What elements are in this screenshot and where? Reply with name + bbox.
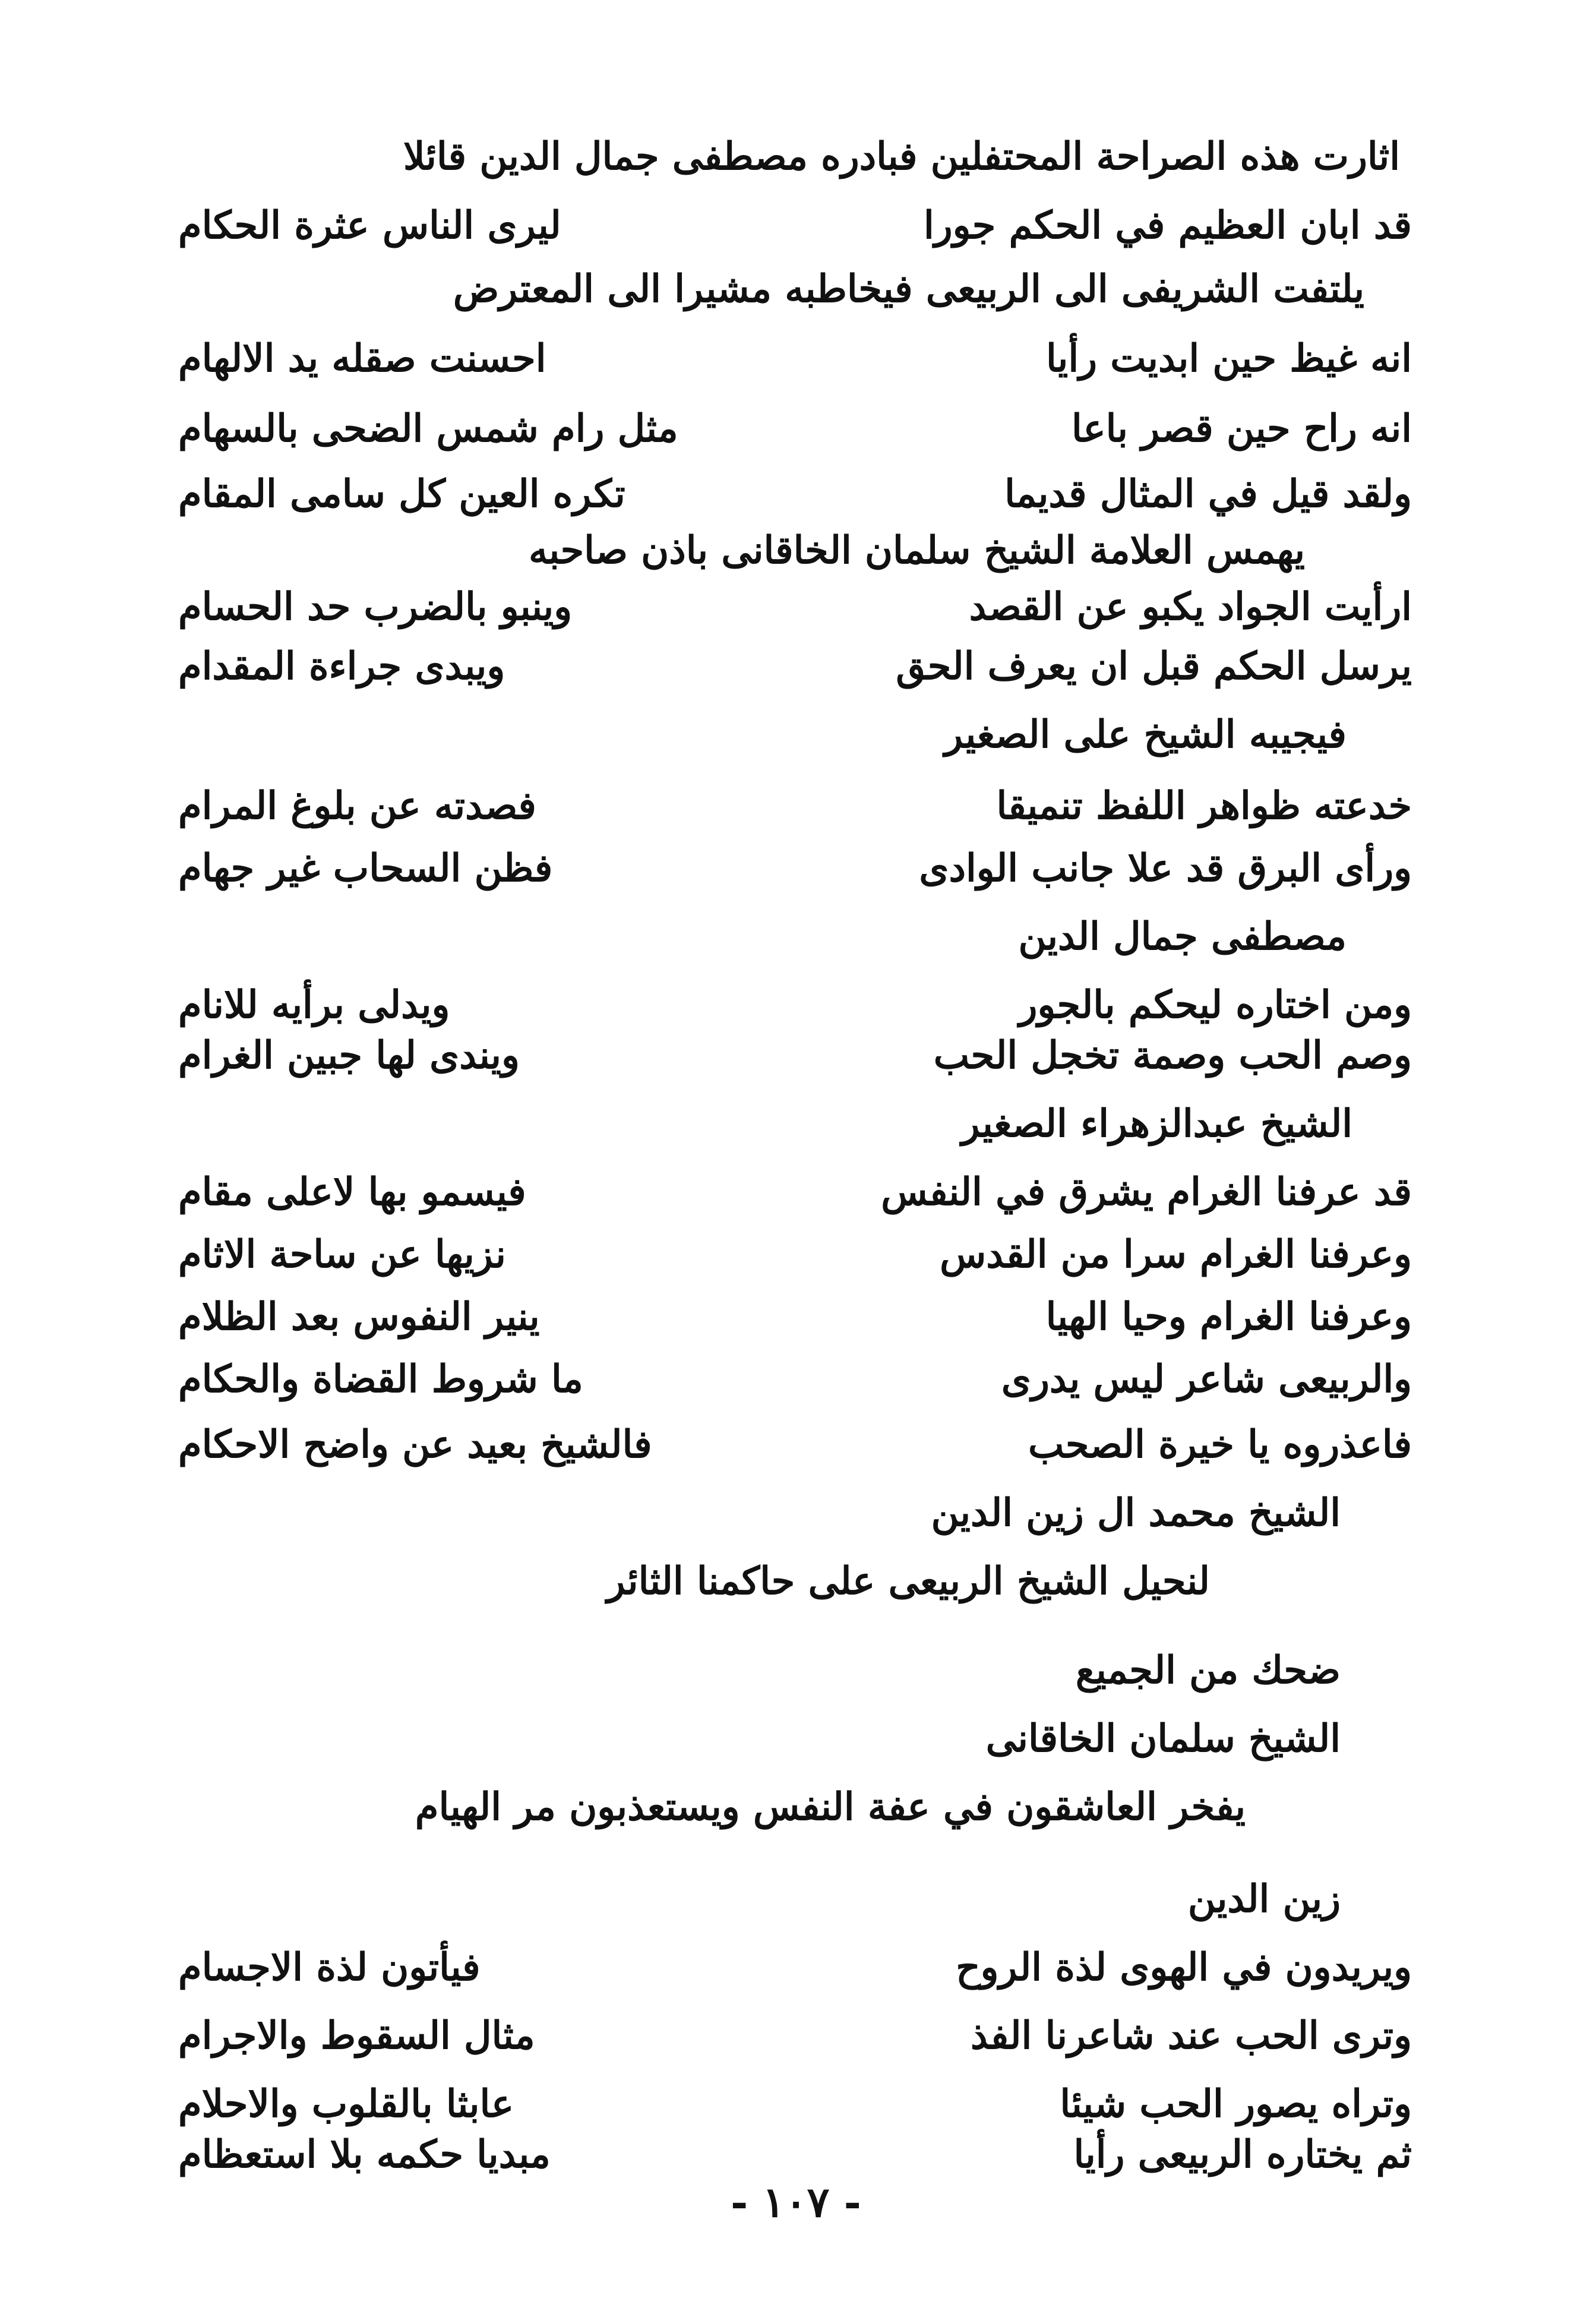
prose-line: لنحيل الشيخ الربيعى على حاكمنا الثائر	[606, 1559, 1210, 1604]
verse-line	[178, 1945, 1412, 1990]
verse-second-hemistich: مثال السقوط والاجرام	[178, 2013, 535, 2058]
verse-line	[178, 1422, 1412, 1467]
verse-first-hemistich: وعرفنا الغرام سرا من القدس	[940, 1232, 1412, 1277]
speaker-name: زين الدين	[1187, 1877, 1341, 1921]
speaker-name: الشيخ محمد ال زين الدين	[931, 1491, 1341, 1535]
verse-second-hemistich: عابثا بالقلوب والاحلام	[178, 2082, 514, 2126]
verse-second-hemistich: فيأتون لذة الاجسام	[178, 1945, 481, 1990]
verse-line	[178, 406, 1412, 451]
verse-first-hemistich: قد ابان العظيم في الحكم جورا	[923, 203, 1412, 248]
verse-second-hemistich: فصدته عن بلوغ المرام	[178, 784, 536, 828]
verse-second-hemistich: ليرى الناس عثرة الحكام	[178, 203, 561, 248]
speaker-name: الشيخ سلمان الخاقانى	[985, 1716, 1341, 1761]
verse-line	[178, 2132, 1412, 2177]
verse-second-hemistich: ويبدى جراءة المقدام	[178, 644, 505, 689]
speaker-name: فيجيبه الشيخ على الصغير	[944, 712, 1347, 757]
verse-first-hemistich: وصم الحب وصمة تخجل الحب	[933, 1033, 1412, 1078]
verse-line	[178, 472, 1412, 516]
verse-first-hemistich: وترى الحب عند شاعرنا الفذ	[971, 2013, 1412, 2058]
speaker-name: مصطفى جمال الدين	[1018, 914, 1347, 959]
verse-first-hemistich: والربيعى شاعر ليس يدرى	[1001, 1357, 1412, 1402]
verse-second-hemistich: مثل رام شمس الضحى بالسهام	[178, 406, 678, 451]
verse-first-hemistich: انه غيظ حين ابديت رأيا	[1046, 336, 1412, 381]
speaker-name: ضحك من الجميع	[1075, 1648, 1341, 1693]
verse-second-hemistich: تكره العين كل سامى المقام	[178, 472, 625, 516]
verse-first-hemistich: خدعته ظواهر اللفظ تنميقا	[996, 784, 1412, 828]
verse-line	[178, 784, 1412, 828]
verse-line	[178, 1357, 1412, 1402]
verse-second-hemistich: نزيها عن ساحة الاثام	[178, 1232, 506, 1277]
verse-line	[178, 983, 1412, 1027]
verse-line	[178, 1232, 1412, 1277]
verse-first-hemistich: ورأى البرق قد علا جانب الوادى	[919, 846, 1412, 891]
verse-line	[178, 1170, 1412, 1214]
verse-line	[178, 2082, 1412, 2126]
verse-line	[178, 644, 1412, 689]
verse-second-hemistich: فيسمو بها لاعلى مقام	[178, 1170, 526, 1214]
prose-line: يفخر العاشقون في عفة النفس ويستعذبون مر الهيام	[415, 1785, 1246, 1829]
verse-first-hemistich: ويريدون في الهوى لذة الروح	[956, 1945, 1412, 1990]
verse-line	[178, 336, 1412, 381]
verse-line	[178, 2013, 1412, 2058]
verse-second-hemistich: ينير النفوس بعد الظلام	[178, 1295, 540, 1339]
verse-second-hemistich: ويدلى برأيه للانام	[178, 983, 450, 1027]
verse-second-hemistich: ما شروط القضاة والحكام	[178, 1357, 583, 1402]
verse-line	[178, 585, 1412, 629]
prose-line: يهمس العلامة الشيخ سلمان الخاقانى باذن صاحبه	[528, 528, 1305, 573]
prose-line: يلتفت الشريفى الى الربيعى فيخاطبه مشيرا الى المعترض	[453, 267, 1364, 311]
verse-line	[178, 203, 1412, 248]
verse-first-hemistich: فاعذروه يا خيرة الصحب	[1028, 1422, 1412, 1467]
verse-first-hemistich: انه راح حين قصر باعا	[1071, 406, 1412, 451]
verse-first-hemistich: وعرفنا الغرام وحيا الهيا	[1045, 1295, 1412, 1339]
verse-line	[178, 1295, 1412, 1339]
verse-second-hemistich: مبديا حكمه بلا استعظام	[178, 2132, 551, 2177]
verse-second-hemistich: ويندى لها جبين الغرام	[178, 1033, 520, 1078]
verse-second-hemistich: فالشيخ بعيد عن واضح الاحكام	[178, 1422, 652, 1467]
verse-second-hemistich: فظن السحاب غير جهام	[178, 846, 553, 891]
verse-first-hemistich: يرسل الحكم قبل ان يعرف الحق	[896, 644, 1412, 689]
verse-first-hemistich: ارأيت الجواد يكبو عن القصد	[969, 585, 1412, 629]
verse-second-hemistich: وينبو بالضرب حد الحسام	[178, 585, 573, 629]
verse-first-hemistich: ثم يختاره الربيعى رأيا	[1073, 2132, 1412, 2177]
verse-line	[178, 846, 1412, 891]
verse-second-hemistich: احسنت صقله يد الالهام	[178, 336, 546, 381]
verse-first-hemistich: ولقد قيل في المثال قديما	[1004, 472, 1412, 516]
verse-first-hemistich: قد عرفنا الغرام يشرق في النفس	[881, 1170, 1412, 1214]
verse-first-hemistich: وتراه يصور الحب شيئا	[1060, 2082, 1412, 2126]
page-number: - ١٠٧ -	[731, 2177, 861, 2227]
verse-first-hemistich: ومن اختاره ليحكم بالجور	[1019, 983, 1412, 1027]
verse-line	[178, 1033, 1412, 1078]
prose-line: اثارت هذه الصراحة المحتفلين فبادره مصطفى جمال الدين قائلا	[403, 134, 1400, 179]
speaker-name: الشيخ عبدالزهراء الصغير	[961, 1101, 1352, 1146]
